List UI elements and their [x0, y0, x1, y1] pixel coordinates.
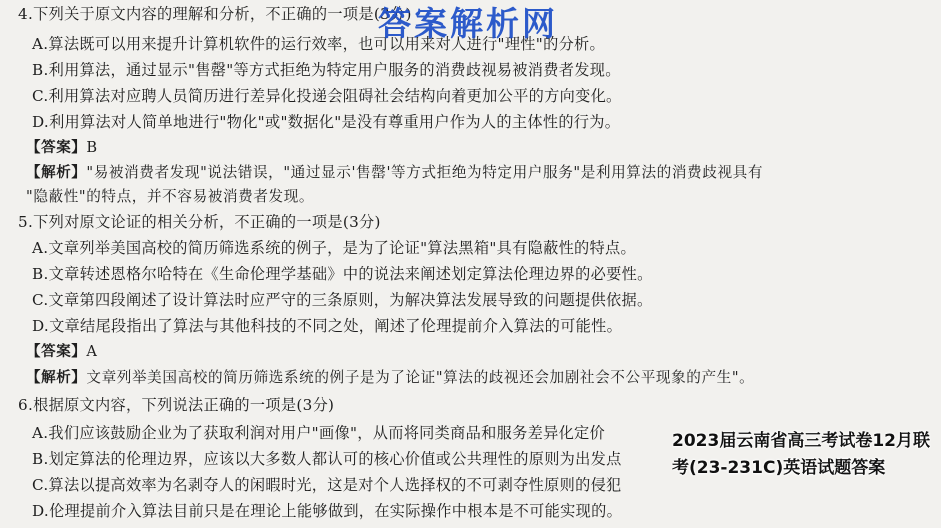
q6-stem: 6.根据原文内容，下列说法正确的一项是(3分)	[18, 396, 335, 414]
q5-answer	[26, 342, 98, 362]
answer-tag: 【答案】	[26, 140, 87, 156]
q5-option-d: D.文章结尾段指出了算法与其他科技的不同之处，阐述了伦理提前介入算法的可能性。	[32, 317, 623, 335]
explain-tag: 【解析】	[26, 165, 87, 181]
q4-explanation-line-1: 【解析】"易被消费者发现"说法错误，"通过显示'售罄'等方式拒绝为特定用户服务"是利用算法的消费歧视具有	[26, 164, 764, 181]
q4-answer-value: B	[86, 139, 98, 156]
q4-explanation-line-2: "隐蔽性"的特点，并不容易被消费者发现。	[26, 188, 315, 205]
q5-stem: 5.下列对原文论证的相关分析，不正确的一项是(3分)	[18, 213, 381, 231]
q4-stem: 4.下列关于原文内容的理解和分析，不正确的一项是(3分)	[18, 5, 412, 23]
q4-option-d: D.利用算法对人简单地进行"物化"或"数据化"是没有尊重用户作为人的主体性的行为。	[32, 113, 621, 131]
q6-option-c: C.算法以提高效率为名剥夺人的闲暇时光，这是对个人选择权的不可剥夺性原则的侵犯	[32, 476, 622, 494]
q4-answer	[26, 138, 98, 158]
q5-answer-value: A	[86, 343, 98, 360]
q4-option-b: B.利用算法，通过显示"售罄"等方式拒绝为特定用户服务的消费歧视易被消费者发现。	[32, 61, 621, 79]
q5-option-a: A.文章列举美国高校的简历筛选系统的例子，是为了论证"算法黑箱"具有隐蔽性的特点。	[32, 239, 637, 257]
q6-option-b: B.划定算法的伦理边界，应该以大多数人都认可的核心价值或公共理性的原则为出发点	[32, 450, 622, 468]
q5-option-c: C.文章第四段阐述了设计算法时应严守的三条原则，为解决算法发展导致的问题提供依据。	[32, 291, 653, 309]
q4-option-c: C.利用算法对应聘人员简历进行差异化投递会阻碍社会结构向着更加公平的方向变化。	[32, 87, 622, 105]
answer-tag: 【答案】	[26, 344, 87, 360]
watermark: 答案解析网	[378, 4, 558, 43]
q5-explanation-line-1: 【解析】文章列举美国高校的简历筛选系统的例子是为了论证"算法的歧视还会加剧社会不公平现象的产生"。	[26, 369, 755, 386]
overlay-caption: 2023届云南省高三考试卷12月联考(23-231C)英语试题答案	[672, 431, 930, 478]
q6-option-a: A.我们应该鼓励企业为了获取利润对用户"画像"，从而将同类商品和服务差异化定价	[32, 424, 606, 442]
q5-option-b: B.文章转述恩格尔哈特在《生命伦理学基础》中的说法来阐述划定算法伦理边界的必要性。	[32, 265, 653, 283]
explain-tag: 【解析】	[26, 370, 87, 386]
q4-option-a: A.算法既可以用来提升计算机软件的运行效率，也可以用来对人进行"理性"的分析。	[32, 35, 606, 53]
q6-option-d: D.伦理提前介入算法目前只是在理论上能够做到，在实际操作中根本是不可能实现的。	[32, 502, 623, 520]
